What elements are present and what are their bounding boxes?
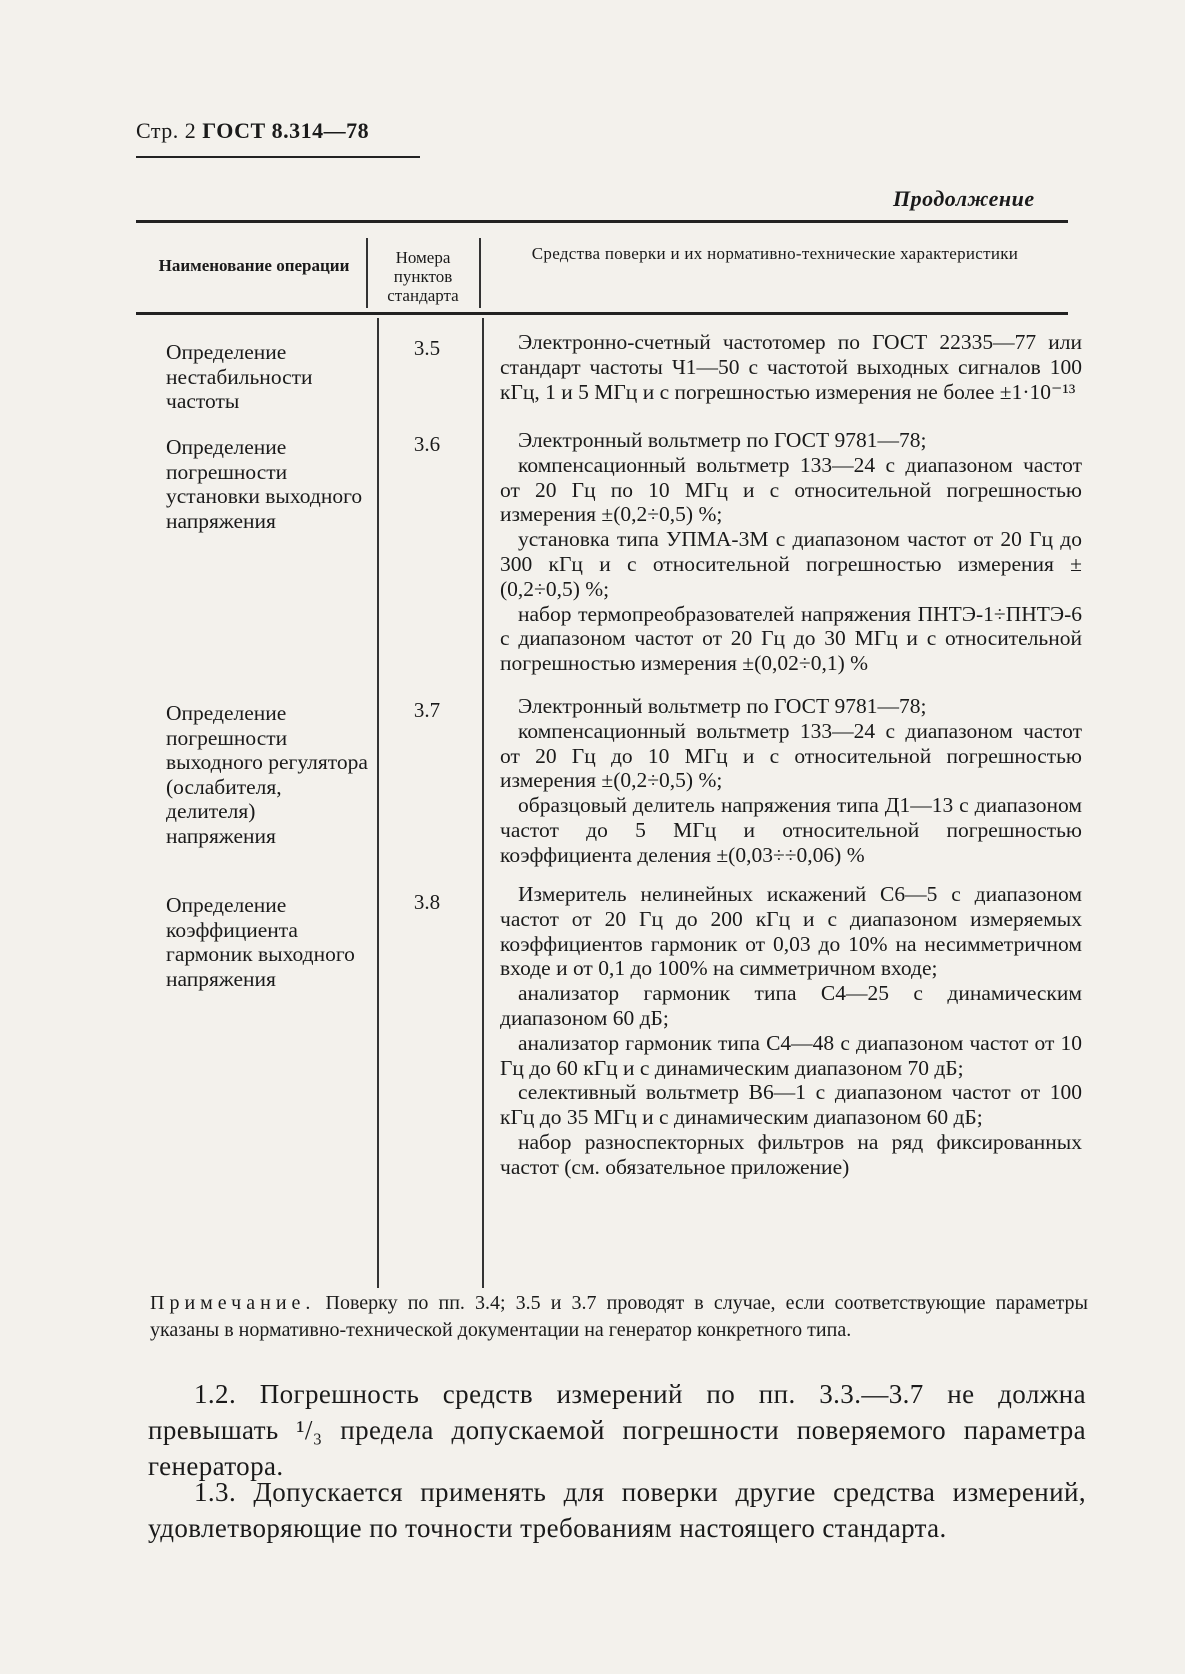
header-rule — [136, 156, 420, 158]
means-item: образцовый делитель напряжения типа Д1—13 с диапазоном частот до 5 МГц и относительной погрешностью коэффициента деления ±(0,03÷÷0,06) % — [500, 793, 1082, 867]
clause-number: 3.5 — [413, 336, 441, 360]
note-label: Примечание. — [150, 1292, 316, 1314]
note-text: Поверку по пп. 3.4; 3.5 и 3.7 проводят в случае, если соответствующие параметры указаны в нормативно-технической документации на генератор конкретного типа. — [150, 1292, 1088, 1341]
table-column-divider — [377, 318, 379, 1288]
operation-text: Определение погрешности выходного регулятора (ослабителя, делителя) напряжения — [166, 701, 368, 848]
operation-text: Определение нестабильности частоты — [166, 340, 313, 413]
table-header-rule — [136, 312, 1068, 315]
means-item: набор разноспекторных фильтров на ряд фиксированных частот (см. обязательное приложение) — [500, 1129, 1082, 1179]
continuation-label: Продолжение — [893, 186, 1035, 211]
column-header-means: Средства поверки и их нормативно-технические характеристики — [531, 244, 1019, 263]
means-item: набор термопреобразователей напряжения ПНТЭ-1÷ПНТЭ-6 с диапазоном частот от 20 Гц до 30 МГц и с относительной погрешностью измерения ±(0,02÷0,1) % — [500, 601, 1082, 676]
paragraph-text: 1.2. Погрешность средств измерений по пп. 3.3.—3.7 не должна превышать ¹/₃ предела допускаемой погрешности поверяемого параметра генератора. — [148, 1379, 1086, 1481]
means-cell — [500, 882, 1082, 1180]
operation-text: Определение погрешности установки выходного напряжения — [166, 435, 363, 533]
table-column-divider — [479, 238, 481, 308]
column-header-clause: Номера пунктов стандарта — [387, 248, 459, 305]
column-header-operation: Наименование операции — [158, 256, 350, 275]
operation-text: Определение коэффициента гармоник выходного напряжения — [166, 893, 355, 991]
document-code: ГОСТ 8.314—78 — [202, 118, 370, 143]
paragraph-1-3 — [148, 1474, 1086, 1546]
clause-number: 3.7 — [413, 698, 441, 722]
means-item: компенсационный вольтметр 133—24 с диапазоном частот от 20 Гц до 10 МГц и с относительной погрешностью измерения ±(0,2÷0,5) %; — [500, 718, 1082, 793]
means-cell — [500, 694, 1082, 868]
means-item: Измеритель нелинейных искажений С6—5 с диапазоном частот от 20 Гц до 200 кГц и с диапазоном измеряемых коэффициентов гармоник от 0,03 до 10% на несимметричном входе и от 0,1 до 100% на симметричном входе; — [500, 882, 1082, 981]
means-item: установка типа УПМА-3М с диапазоном частот от 20 Гц до 300 кГц и с относительной погрешностью измерения ±(0,2÷0,5) %; — [500, 527, 1082, 601]
means-cell — [500, 330, 1082, 404]
operation-cell — [142, 701, 370, 848]
clause-number: 3.6 — [413, 432, 441, 456]
operation-cell — [142, 893, 370, 991]
means-item: селективный вольтметр В6—1 с диапазоном частот от 100 кГц до 35 МГц и с динамическим диапазоном 60 дБ; — [500, 1080, 1082, 1130]
table-note — [150, 1290, 1088, 1344]
page-header — [136, 118, 369, 144]
means-item: компенсационный вольтметр 133—24 с диапазоном частот от 20 Гц по 10 МГц и с относительной погрешностью измерения ±(0,2÷0,5) %; — [500, 452, 1082, 527]
page-number: Стр. 2 — [136, 118, 197, 143]
means-item: анализатор гармоник типа С4—48 с диапазоном частот от 10 Гц до 60 кГц и с динамическим диапазоном 70 дБ; — [500, 1030, 1082, 1080]
table-column-divider — [482, 318, 484, 1288]
operation-cell — [142, 340, 370, 414]
paragraph-text: 1.3. Допускается применять для поверки другие средства измерений, удовлетворяющие по точности требованиям настоящего стандарта. — [148, 1477, 1086, 1543]
means-cell — [500, 428, 1082, 676]
means-item: Электронно-счетный частотомер по ГОСТ 22335—77 или стандарт частоты Ч1—50 с частотой выходных сигналов 100 кГц, 1 и 5 МГц и с погрешностью измерения не более ±1·10⁻¹³ — [500, 330, 1082, 404]
means-item: анализатор гармоник типа С4—25 с динамическим диапазоном 60 дБ; — [500, 981, 1082, 1030]
clause-number: 3.8 — [413, 890, 441, 914]
table-top-rule — [136, 220, 1068, 223]
means-item: Электронный вольтметр по ГОСТ 9781—78; — [518, 428, 927, 452]
means-item: Электронный вольтметр по ГОСТ 9781—78; — [518, 694, 927, 718]
operation-cell — [142, 435, 370, 533]
paragraph-1-2 — [148, 1376, 1086, 1484]
